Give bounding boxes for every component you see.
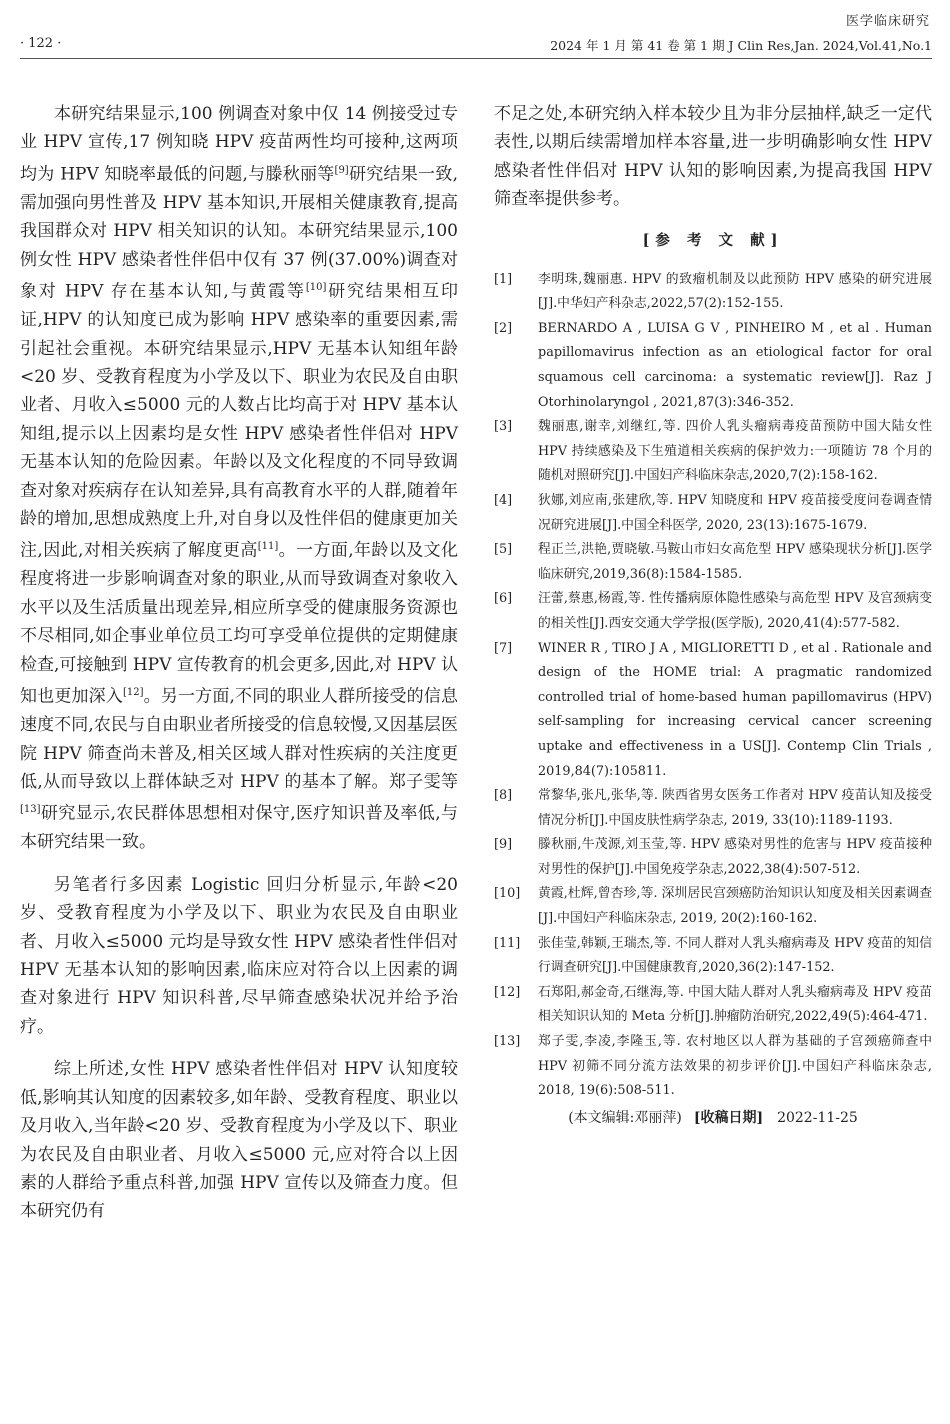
reference-item: [9] 滕秋丽,牛茂源,刘玉莹,等. HPV 感染对男性的危害与 HPV 疫苗接种对男性的保护[J].中国免疫学杂志,2022,38(4):507-512.	[494, 837, 932, 877]
received-label: [收稿日期]	[693, 1109, 764, 1126]
citation: [10]	[305, 282, 327, 294]
reference-item: [2] BERNARDO A , LUISA G V , PINHEIRO M , et al . Human papillomavirus infection as an etiological factor for oral squamous cell carcinoma: a systematic review[J]. Raz J Otorhinolaryngol , 2021,87(3):346-352.	[494, 320, 932, 410]
citation: [12]	[122, 687, 144, 699]
reference-item: [7] WINER R , TIRO J A , MIGLIORETTI D , et al . Rationale and design of the HOME trial: A pragmatic randomized controlled trial of home-based human papillomavirus (HPV) self-sampling for increasing cervical cancer screening uptake and effectiveness in a US[J]. Contemp Clin Trials , 2019,84(7):105811.	[494, 640, 932, 779]
body-paragraph-continued: 不足之处,本研究纳入样本较少且为非分层抽样,缺乏一定代表性,以期后续需增加样本容量,进一步明确影响女性 HPV 感染者性伴侣对 HPV 认知的影响因素,为提高我国 HPV 筛查率提供参考。	[494, 104, 932, 210]
body-paragraph: 另笔者行多因素 Logistic 回归分析显示,年龄<20 岁、受教育程度为小学及以下、职业为农民及自由职业者、月收入≤5000 元均是导致女性 HPV 感染者性伴侣对 HPV 无基本认知的影响因素,临床应对符合以上因素的调查对象进行 HPV 知识科普,尽早筛查感染状况并给予治疗。	[20, 874, 458, 1037]
reference-item: [6] 汪蕾,蔡惠,杨霞,等. 性传播病原体隐性感染与高危型 HPV 及宫颈病变的相关性[J].西安交通大学学报(医学版), 2020,41(4):577-582.	[494, 591, 932, 631]
citation: [9]	[334, 164, 349, 176]
reference-item: [4] 狄娜,刘应南,张建欣,等. HPV 知晓度和 HPV 疫苗接受度问卷调查情况研究进展[J].中国全科医学, 2020, 23(13):1675-1679.	[494, 492, 932, 533]
running-header	[20, 36, 932, 59]
citation: [13]	[20, 804, 41, 816]
reference-item: [1] 李明珠,魏丽惠. HPV 的致瘤机制及以此预防 HPV 感染的研究进展[J].中华妇产科杂志,2022,57(2):152-155.	[494, 271, 932, 312]
body-paragraph: 本研究结果显示,100 例调查对象中仅 14 例接受过专业 HPV 宣传,17 例知晓 HPV 疫苗两性均可接种,这两项均为 HPV 知晓率最低的问题,与滕秋丽等[9]研究结果一致,需加强向男性普及 HPV 基本知识,开展相关健康教育,提高我国群众对 HPV 相关知识的认知。本研究结果显示,100 例女性 HPV 感染者性伴侣中仅有 37 例(37.00%)调查对象对 HPV 存在基本认知,与黄霞等[10]研究结果相互印证,HPV 的认知度已成为影响 HPV 感染率的重要因素,需引起社会重视。本研究结果显示,HPV 无基本认知组年龄<20 岁、受教育程度为小学及以下、职业为农民及自由职业者、月收入≤5000 元的人数占比均高于对 HPV 基本认知组,提示以上因素均是女性 HPV 感染者性伴侣对 HPV 无基本认知的危险因素。年龄以及文化程度的不同导致调查对象对疾病存在认知差异,具有高教育水平的人群,随着年龄的增加,思想成熟度上升,对自身以及性伴侣的健康更加关注,因此,对相关疾病了解度更高[11]。一方面,年龄以及文化程度将进一步影响调查对象的职业,从而导致调查对象收入水平以及生活质量出现差异,相应所享受的健康服务资源也不尽相同,如企事业单位员工均可享受单位提供的定期健康检查,可接触到 HPV 宣传教育的机会更多,因此,对 HPV 认知也更加深入[12]。另一方面,不同的职业人群所接受的信息速度不同,农民与自由职业者所接受的信息较慢,又因基层医院 HPV 筛查尚未普及,相关区域人群对性疾病的关注度更低,从而导致以上群体缺乏对 HPV 的基本了解。郑子雯等[13]研究显示,农民群体思想相对保守,医疗知识普及率低,与本研究结果一致。	[20, 104, 459, 853]
reference-item: [3] 魏丽惠,谢幸,刘继红,等. 四价人乳头瘤病毒疫苗预防中国大陆女性 HPV 持续感染及下生殖道相关疾病的保护效力:一项随访 78 个月的随机对照研究[J].中国妇产科临床杂志,2020,7(2):158-162.	[494, 419, 932, 484]
journal-title: 医学临床研究	[845, 14, 930, 29]
body-paragraph: 综上所述,女性 HPV 感染者性伴侣对 HPV 认知度较低,影响其认知度的因素较多,如年龄、受教育程度、职业以及月收入,当年龄<20 岁、受教育程度为小学及以下、职业为农民及自由职业者、月收入≤5000 元,应对符合以上因素的人群给予重点科普,加强 HPV 宣传以及筛查力度。但本研究仍有	[20, 1059, 458, 1222]
citation: [11]	[257, 541, 279, 553]
reference-item: [10] 黄霞,杜辉,曾杏珍,等. 深圳居民宫颈癌防治知识认知度及相关因素调查[J].中国妇产科临床杂志, 2019, 20(2):160-162.	[494, 886, 932, 927]
received-date: 2022-11-25	[777, 1109, 858, 1126]
reference-list	[494, 268, 932, 1104]
reference-item: [11] 张佳莹,韩颖,王瑞杰,等. 不同人群对人乳头瘤病毒及 HPV 疫苗的知信行调查研究[J].中国健康教育,2020,36(2):147-152.	[494, 935, 932, 976]
reference-item: [12] 石郑阳,郝金奇,石继海,等. 中国大陆人群对人乳头瘤病毒及 HPV 疫苗相关知识认知的 Meta 分析[J].肿瘤防治研究,2022,49(5):464-471.	[494, 984, 932, 1025]
page-number: · 122 ·	[20, 36, 62, 51]
editor-footer	[494, 1107, 932, 1127]
issue-info: 2024 年 1 月 第 41 卷 第 1 期 J Clin Res,Jan. 2024,Vol.41,No.1	[550, 38, 932, 53]
reference-item: [8] 常黎华,张凡,张华,等. 陕西省男女医务工作者对 HPV 疫苗认知及接受情况分析[J].中国皮肤性病学杂志, 2019, 33(10):1189-1193.	[494, 788, 932, 828]
left-column	[20, 100, 458, 1226]
reference-item: [13] 郑子雯,李凌,李隆玉,等. 农村地区以人群为基础的子宫颈癌筛查中 HPV 初筛不同分流方法效果的初步评价[J].中国妇产科临床杂志, 2018, 19(6):508-511.	[494, 1034, 932, 1099]
editor-note: (本文编辑:邓丽萍)	[568, 1109, 682, 1126]
references-heading: [参 考 文 献]	[642, 231, 784, 249]
reference-item: [5] 程正兰,洪艳,贾晓敏.马鞍山市妇女高危型 HPV 感染现状分析[J].医学临床研究,2019,36(8):1584-1585.	[494, 542, 932, 582]
right-column	[494, 100, 932, 1127]
